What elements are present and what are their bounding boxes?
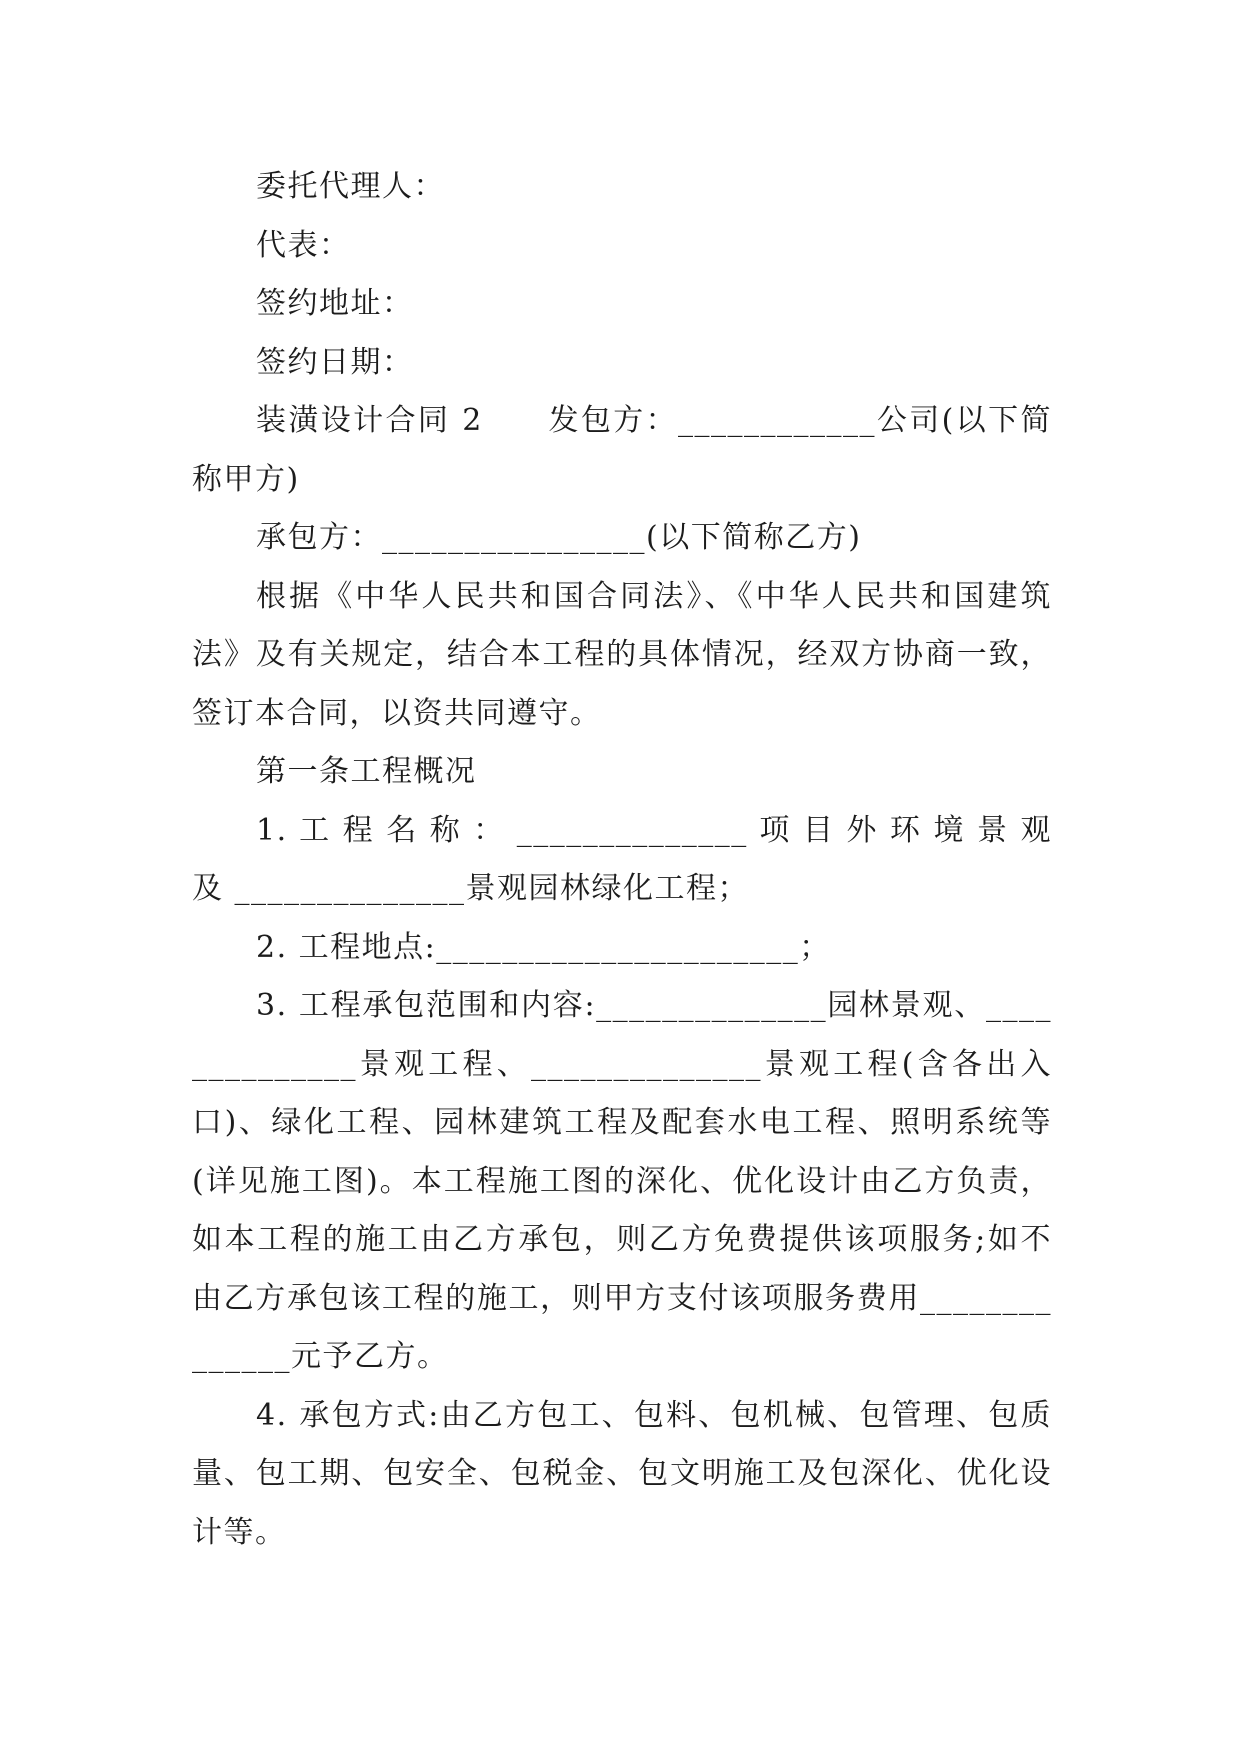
contracting-method-item: 4. 承包方式:由乙方包工、包料、包机械、包管理、包质量、包工期、包安全、包税金、包文明施工及包深化、优化设计等。 bbox=[192, 1397, 1052, 1550]
contractor-line: 承包方：________________(以下简称乙方) bbox=[256, 520, 862, 555]
article-one-heading: 第一条工程概况 bbox=[256, 754, 477, 789]
agent-line: 委托代理人： bbox=[256, 169, 445, 204]
representative-line: 代表： bbox=[256, 227, 351, 263]
legal-basis-paragraph: 根据《中华人民共和国合同法》、《中华人民共和国建筑法》及有关规定，结合本工程的具体情况，经双方协商一致，签订本合同，以资共同遵守。 bbox=[192, 578, 1052, 731]
document-body bbox=[192, 158, 1064, 1562]
project-location-item: 2. 工程地点:______________________； bbox=[256, 929, 831, 965]
signing-address-line: 签约地址： bbox=[256, 286, 414, 321]
signing-date-line: 签约日期： bbox=[256, 344, 414, 380]
scope-and-content-item: 3. 工程承包范围和内容:______________园林景观、______________景观工程、______________景观工程(含各出入口)、绿化工程、园林建筑工程及配套水电工程、照明系统等(详见施工图)。本工程施工图的深化、优化设计由乙方负责，如本工程的施工由乙方承包，则乙方免费提供该项服务;如不由乙方承包该工程的施工，则甲方支付该项服务费用______________元予乙方。 bbox=[192, 988, 1052, 1374]
project-name-item: 1. 工 程 名 称 ： ______________ 项 目 外 环 境 景 观 及 ______________景观园林绿化工程； bbox=[192, 812, 1064, 906]
contract-title-and-client: 装潢设计合同 2 发包方：____________公司(以下简称甲方) bbox=[192, 403, 1052, 497]
